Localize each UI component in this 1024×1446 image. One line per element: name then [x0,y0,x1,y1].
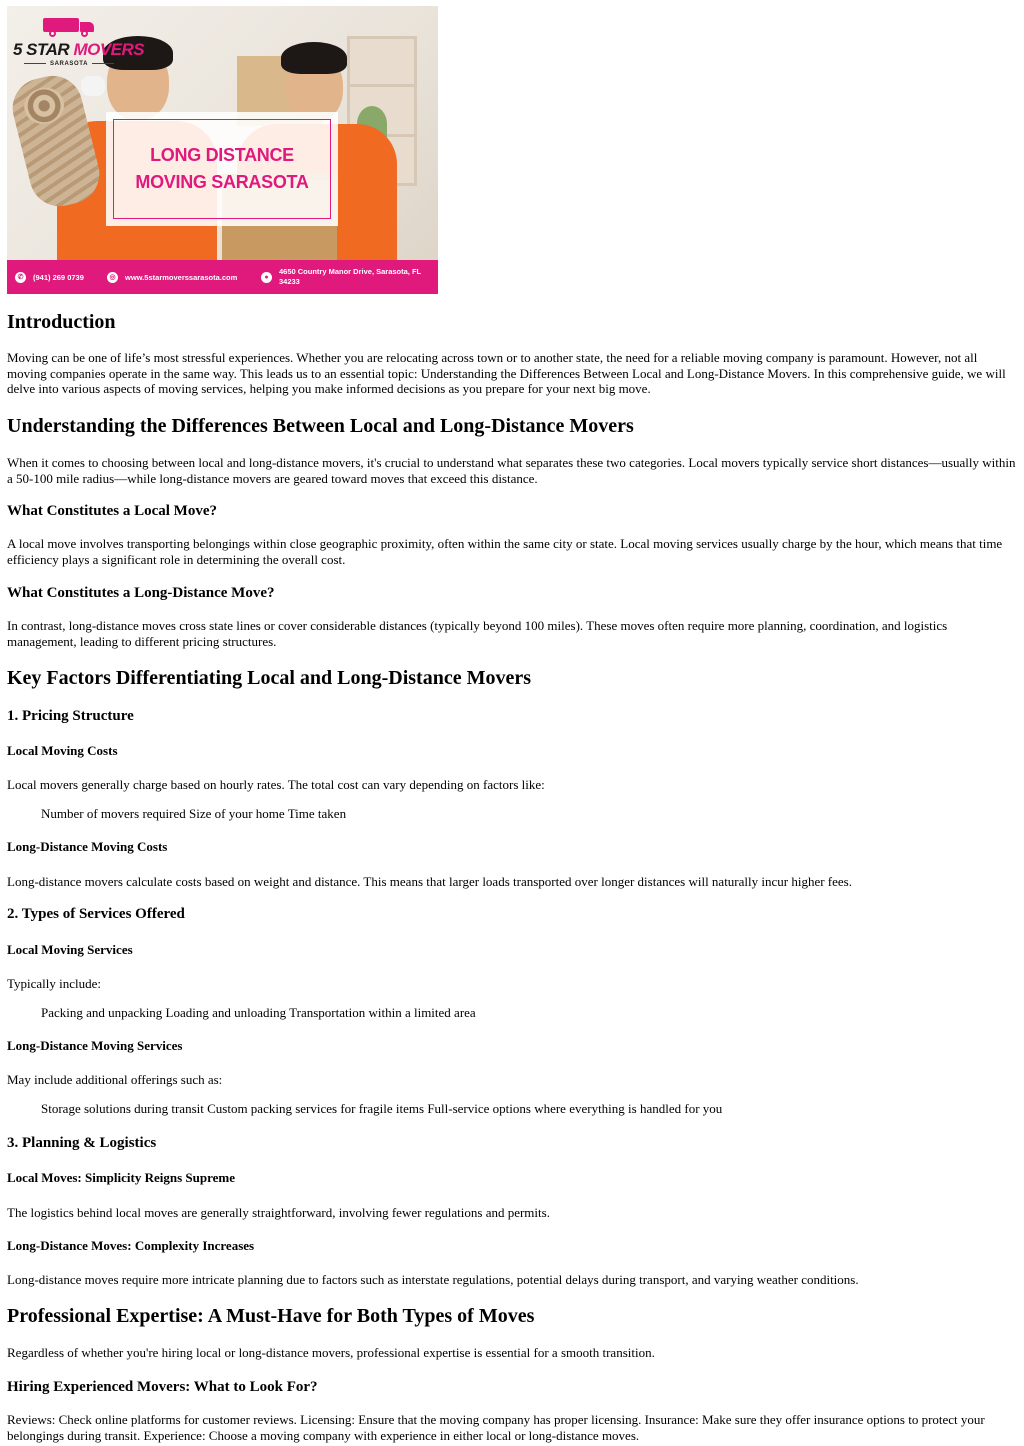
heading-types-of-services: 2. Types of Services Offered [7,906,185,922]
document-page [7,6,1017,1443]
heading-local-moves-simplicity: Local Moves: Simplicity Reigns Supreme [7,1170,235,1185]
paragraph-long-distance-complexity: Long-distance moves require more intricate planning due to factors such as interstate regulations, potential delays during transport, and varying weather conditions. [7,1272,859,1287]
heading-long-distance-moving-costs: Long-Distance Moving Costs [7,839,168,854]
logo-city: SARASOTA [13,61,125,67]
hero-banner-image [7,6,438,294]
paragraph-introduction: Moving can be one of life’s most stressful experiences. Whether you are relocating across town or to another state, the need for a reliable moving company is paramount. However, not all moving companies operate in the same way. This leads us to an essential topic: Understanding the Differences Between Local and Long-Distance Movers. In this comprehensive guide, we will delve into various aspects of moving services, helping you make informed decisions as you prepare for your next big move. [7,350,1006,396]
paragraph-local-move: A local move involves transporting belongings within close geographic proximity, often within the same city or state. Local moving services usually charge by the hour, which means that time efficiency plays a significant role in determining the overall cost. [7,536,1003,567]
heading-introduction: Introduction [7,311,116,333]
banner-title [135,142,308,196]
heading-hiring-experienced-movers: Hiring Experienced Movers: What to Look For? [7,1379,318,1395]
contact-phone [15,260,84,294]
heading-planning-logistics: 3. Planning & Logistics [7,1135,157,1151]
logo-wordmark [13,40,145,60]
paragraph-long-distance-moving-services: May include additional offerings such as: [7,1072,223,1087]
truck-icon [43,18,97,36]
paragraph-professional-expertise: Regardless of whether you're hiring local or long-distance movers, professional expertise is essential for a smooth transition. [7,1345,655,1360]
heading-long-distance-moving-services: Long-Distance Moving Services [7,1038,183,1053]
paragraph-long-distance-move: In contrast, long-distance moves cross state lines or cover considerable distances (typically beyond 100 miles). These moves often require more planning, coordination, and logistics management, leading to different pricing structures. [7,618,948,649]
list-local-cost-factors: Number of movers required Size of your home Time taken [41,806,347,821]
banner-title-line-2: MOVING SARASOTA [135,172,309,192]
heading-local-moving-costs: Local Moving Costs [7,743,118,758]
heading-pricing-structure: 1. Pricing Structure [7,708,134,724]
globe-icon: ◎ [107,272,118,283]
paragraph-long-distance-moving-costs: Long-distance movers calculate costs based on weight and distance. This means that larger loads transported over longer distances will naturally incur higher fees. [7,874,852,889]
logo-prefix: 5 STAR [13,40,70,59]
website-text: www.5starmoverssarasota.com [125,272,238,282]
heading-local-move: What Constitutes a Local Move? [7,503,217,519]
heading-long-distance-complexity: Long-Distance Moves: Complexity Increases [7,1238,255,1253]
phone-text: (941) 269 0739 [33,272,84,282]
paragraph-hiring-experienced-movers: Reviews: Check online platforms for customer reviews. Licensing: Ensure that the moving company has proper licensing. Insurance: Make sure they offer insurance options to protect your belongings during transit. Experience: Choose a moving company with experience in either local or long-distance moves. [7,1412,985,1443]
paragraph-differences: When it comes to choosing between local and long-distance movers, it's crucial to understand what separates these two categories. Local movers typically service short distances—usually within a 50-100 mile radius—while long-distance movers are geared toward moves that exceed this distance. [7,455,1016,486]
heading-professional-expertise: Professional Expertise: A Must-Have for Both Types of Moves [7,1305,535,1327]
logo-brand-name: MOVERS [73,40,145,59]
paragraph-local-moving-costs: Local movers generally charge based on hourly rates. The total cost can vary depending on factors like: [7,777,545,792]
heading-long-distance-move: What Constitutes a Long-Distance Move? [7,585,275,601]
contact-address [261,260,436,294]
heading-local-moving-services: Local Moving Services [7,942,133,957]
banner-title-card [106,112,338,226]
banner-contact-bar [7,260,438,294]
list-long-distance-services: Storage solutions during transit Custom packing services for fragile items Full-service options where everything is handled for you [41,1101,723,1116]
location-pin-icon: ● [261,272,272,283]
address-text: 4650 Country Manor Drive, Sarasota, FL 34233 [279,267,421,286]
paragraph-local-moving-services: Typically include: [7,976,102,991]
list-local-services: Packing and unpacking Loading and unloading Transportation within a limited area [41,1005,476,1020]
contact-website [107,260,237,294]
phone-icon: ✆ [15,272,26,283]
banner-title-line-1: LONG DISTANCE [150,145,294,165]
banner-title-frame [113,119,331,219]
heading-differences: Understanding the Differences Between Local and Long-Distance Movers [7,415,634,437]
heading-key-factors: Key Factors Differentiating Local and Long-Distance Movers [7,667,531,689]
paragraph-local-moves-simplicity: The logistics behind local moves are generally straightforward, involving fewer regulations and permits. [7,1205,550,1220]
glove-icon [81,76,105,96]
